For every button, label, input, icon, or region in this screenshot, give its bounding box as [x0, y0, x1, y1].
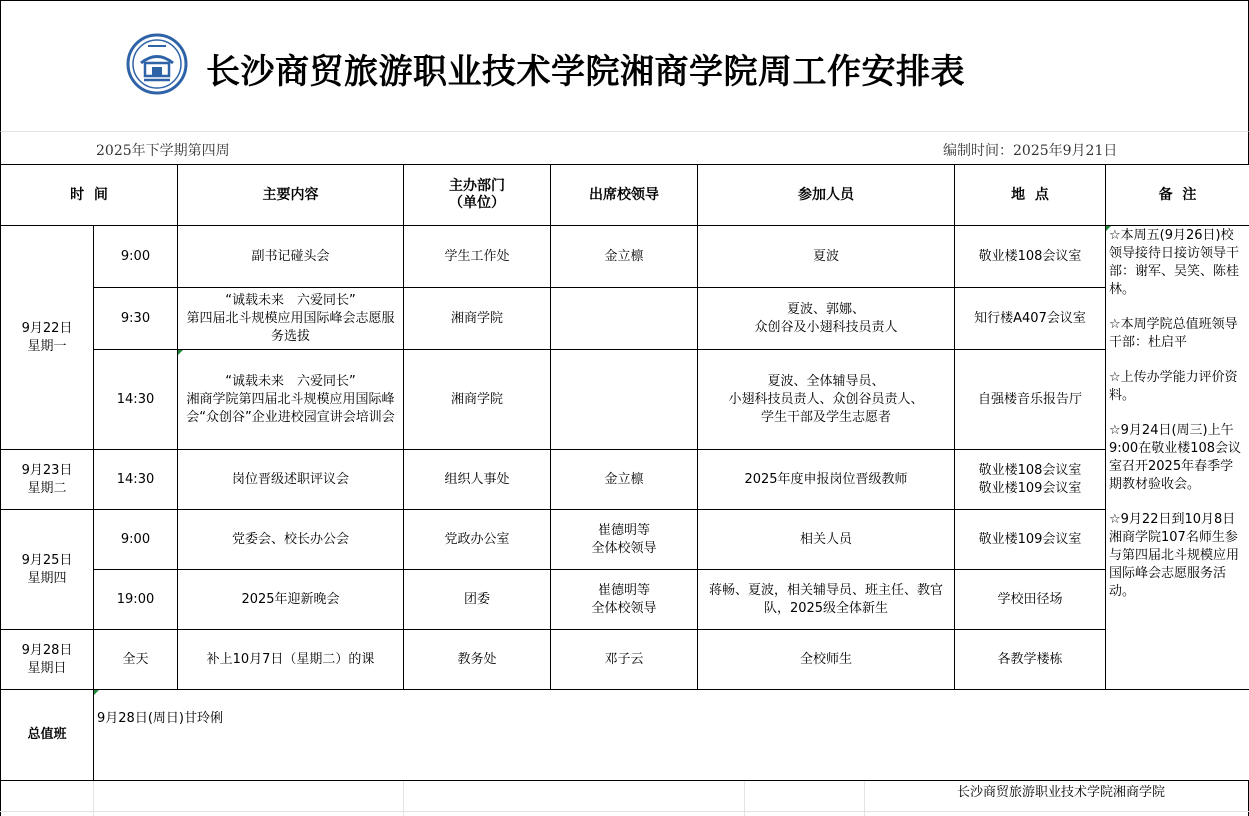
leader-cell: 金立檩: [551, 450, 698, 510]
comment-marker-icon: [94, 690, 99, 695]
col-header-dept: 主办部门 （单位）: [404, 165, 551, 226]
day-date: 9月28日: [21, 642, 73, 658]
attendees-cell: 夏波、全体辅导员、 小翅科技员责人、众创谷员责人、 学生干部及学生志愿者: [698, 350, 955, 450]
comment-marker-icon: [178, 350, 183, 355]
content-cell: “诚载未来 六爱同长” 湘商学院第四届北斗规模应用国际峰会“众创谷”企业进校园宣讲会培训会: [178, 350, 404, 450]
compiled-date: 编制时间：2025年9月21日: [943, 143, 1118, 159]
dept-cell: 团委: [404, 570, 551, 630]
time-cell: 14:30: [94, 350, 178, 450]
time-cell: 9:00: [94, 226, 178, 288]
day-date: 9月25日: [21, 552, 73, 568]
duty-label: 总值班: [1, 690, 94, 781]
time-cell: 全天: [94, 630, 178, 690]
time-cell: 19:00: [94, 570, 178, 630]
table-row: [1, 570, 1249, 630]
dept-cell: 湘商学院: [404, 288, 551, 350]
table-row: [1, 226, 1249, 288]
table-row: [1, 350, 1249, 450]
leader-cell: [551, 350, 698, 450]
table-row: [1, 510, 1249, 570]
col-header-place: 地 点: [955, 165, 1106, 226]
footer-organization: 长沙商贸旅游职业技术学院湘商学院: [957, 785, 1166, 800]
attendees-cell: 夏波、郭娜、 众创谷及小翅科技员责人: [698, 288, 955, 350]
header-row: [1, 165, 1249, 226]
comment-marker-icon: [1106, 226, 1111, 231]
content-cell: 岗位晋级述职评议会: [178, 450, 404, 510]
leader-cell: 金立檩: [551, 226, 698, 288]
attendees-cell: 2025年度申报岗位晋级教师: [698, 450, 955, 510]
term-label: 2025年下学期第四周: [96, 143, 230, 159]
table-row: [1, 288, 1249, 350]
place-cell: 自强楼音乐报告厅: [955, 350, 1106, 450]
place-cell: 敬业楼108会议室: [955, 226, 1106, 288]
day-date: 9月23日: [21, 462, 73, 478]
leader-cell: 邓子云: [551, 630, 698, 690]
leader-cell: 崔德明等 全体校领导: [551, 570, 698, 630]
content-cell: 补上10月7日（星期二）的课: [178, 630, 404, 690]
note-item: ☆本周五(9月26日)校领导接待日接访领导干部：谢军、吴笑、陈桂林。: [1109, 228, 1240, 297]
leader-cell: 崔德明等 全体校领导: [551, 510, 698, 570]
col-header-notes: 备 注: [1106, 165, 1249, 226]
time-cell: 9:30: [94, 288, 178, 350]
day-date: 9月22日: [21, 320, 73, 336]
col-header-leader: 出席校领导: [551, 165, 698, 226]
duty-row: [1, 690, 1249, 781]
school-logo-icon: [126, 33, 188, 95]
day-cell: [1, 450, 94, 510]
attendees-cell: 全校师生: [698, 630, 955, 690]
attendees-cell: 夏波: [698, 226, 955, 288]
table-row: [1, 630, 1249, 690]
day-cell: [1, 226, 94, 450]
content-cell: 党委会、校长办公会: [178, 510, 404, 570]
day-cell: [1, 510, 94, 630]
day-weekday: 星期一: [27, 338, 67, 354]
attendees-cell: 蒋畅、夏波，相关辅导员、班主任、教官队，2025级全体新生: [698, 570, 955, 630]
col-header-content: 主要内容: [178, 165, 404, 226]
attendees-cell: 相关人员: [698, 510, 955, 570]
notes-cell: [1106, 226, 1249, 690]
content-cell: “诚载未来 六爱同长” 第四届北斗规模应用国际峰会志愿服务选拔: [178, 288, 404, 350]
dept-cell: 学生工作处: [404, 226, 551, 288]
note-item: ☆9月24日(周三)上午9:00在敬业楼108会议室召开2025年春季学期教材验收会。: [1109, 423, 1242, 492]
note-item: ☆上传办学能力评价资料。: [1109, 370, 1238, 403]
col-header-time: 时 间: [1, 165, 178, 226]
content-cell: 2025年迎新晚会: [178, 570, 404, 630]
col-header-attendees: 参加人员: [698, 165, 955, 226]
day-weekday: 星期二: [27, 480, 67, 496]
time-cell: 9:00: [94, 510, 178, 570]
dept-cell: 湘商学院: [404, 350, 551, 450]
place-cell: 敬业楼108会议室 敬业楼109会议室: [955, 450, 1106, 510]
place-cell: 各教学楼栋: [955, 630, 1106, 690]
table-row: [1, 450, 1249, 510]
dept-cell: 党政办公室: [404, 510, 551, 570]
note-item: ☆本周学院总值班领导干部：杜启平: [1109, 317, 1238, 350]
place-cell: 敬业楼109会议室: [955, 510, 1106, 570]
place-cell: 知行楼A407会议室: [955, 288, 1106, 350]
dept-cell: 教务处: [404, 630, 551, 690]
duty-text: 9月28日(周日)甘玲俐: [94, 690, 1249, 781]
day-weekday: 星期四: [27, 570, 67, 586]
schedule-table: [0, 164, 1249, 781]
content-cell: 副书记碰头会: [178, 226, 404, 288]
note-item: ☆9月22日到10月8日湘商学院107名师生参与第四届北斗规模应用国际峰会志愿服务活动。: [1109, 512, 1240, 599]
day-cell: [1, 630, 94, 690]
leader-cell: [551, 288, 698, 350]
page-title: 长沙商贸旅游职业技术学院湘商学院周工作安排表: [206, 52, 965, 92]
day-weekday: 星期日: [27, 660, 67, 676]
place-cell: 学校田径场: [955, 570, 1106, 630]
dept-cell: 组织人事处: [404, 450, 551, 510]
time-cell: 14:30: [94, 450, 178, 510]
